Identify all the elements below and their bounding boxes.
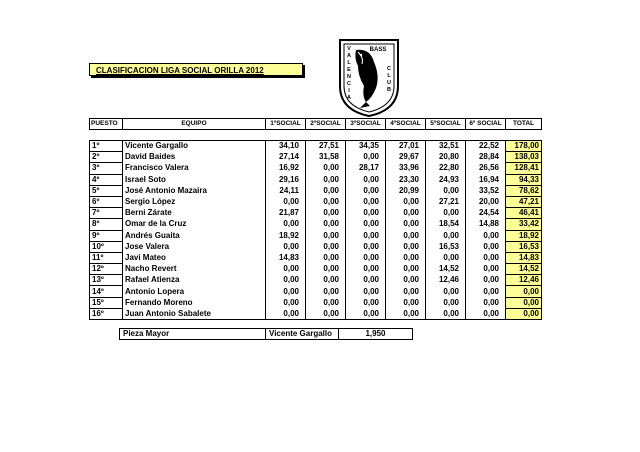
cell-social-6: 0,00 <box>466 286 506 297</box>
cell-social-3: 0,00 <box>346 219 386 230</box>
pieza-mayor-label: Pieza Mayor <box>120 329 266 340</box>
table-row <box>90 163 542 174</box>
cell-total: 78,62 <box>506 185 542 196</box>
cell-social-6: 24,54 <box>466 208 506 219</box>
table-row <box>90 185 542 196</box>
cell-equipo: Jose Valera <box>123 241 266 252</box>
cell-social-2: 0,00 <box>306 308 346 319</box>
cell-equipo: Javi Mateo <box>123 252 266 263</box>
cell-puesto: 7º <box>90 208 123 219</box>
cell-social-3: 0,00 <box>346 286 386 297</box>
cell-social-2: 0,00 <box>306 163 346 174</box>
cell-total: 0,00 <box>506 286 542 297</box>
cell-total: 16,53 <box>506 241 542 252</box>
cell-equipo: Omar de la Cruz <box>123 219 266 230</box>
cell-social-2: 0,00 <box>306 208 346 219</box>
cell-social-1: 14,83 <box>266 252 306 263</box>
cell-total: 0,00 <box>506 297 542 308</box>
cell-social-5: 0,00 <box>426 185 466 196</box>
cell-social-5: 16,53 <box>426 241 466 252</box>
cell-puesto: 3º <box>90 163 123 174</box>
cell-total: 138,03 <box>506 152 542 163</box>
cell-social-4: 0,00 <box>386 196 426 207</box>
cell-total: 47,21 <box>506 196 542 207</box>
cell-equipo: José Antonio Mazaira <box>123 185 266 196</box>
cell-equipo: Fernando Moreno <box>123 297 266 308</box>
header-social-3: 3ºSOCIAL <box>346 119 386 130</box>
logo-letter: C <box>347 81 351 87</box>
cell-equipo: Berni Zárate <box>123 208 266 219</box>
cell-social-5: 0,00 <box>426 297 466 308</box>
table-row <box>90 297 542 308</box>
logo-top-text: BASS <box>369 47 387 53</box>
cell-social-6: 0,00 <box>466 264 506 275</box>
page-title: CLASIFICACION LIGA SOCIAL ORILLA 2012 <box>89 63 303 76</box>
cell-equipo: Rafael Atienza <box>123 275 266 286</box>
cell-social-3: 0,00 <box>346 297 386 308</box>
cell-equipo: Vicente Gargallo <box>123 141 266 152</box>
cell-social-6: 0,00 <box>466 275 506 286</box>
cell-puesto: 15º <box>90 297 123 308</box>
cell-equipo: Andrés Guaita <box>123 230 266 241</box>
cell-puesto: 13º <box>90 275 123 286</box>
header-puesto: PUESTO <box>90 119 123 130</box>
cell-equipo: Juan Antonio Sabalete <box>123 308 266 319</box>
cell-social-1: 34,10 <box>266 141 306 152</box>
cell-social-5: 24,93 <box>426 174 466 185</box>
table-row <box>90 241 542 252</box>
cell-social-2: 0,00 <box>306 219 346 230</box>
cell-social-6: 0,00 <box>466 297 506 308</box>
cell-equipo: Israel Soto <box>123 174 266 185</box>
cell-social-6: 28,84 <box>466 152 506 163</box>
table-row <box>90 219 542 230</box>
table-row <box>90 264 542 275</box>
cell-social-3: 0,00 <box>346 241 386 252</box>
cell-social-4: 0,00 <box>386 208 426 219</box>
cell-puesto: 10º <box>90 241 123 252</box>
table-row <box>90 230 542 241</box>
cell-social-4: 0,00 <box>386 230 426 241</box>
cell-total: 46,41 <box>506 208 542 219</box>
cell-social-2: 0,00 <box>306 185 346 196</box>
cell-social-3: 0,00 <box>346 308 386 319</box>
logo-letter: E <box>347 67 351 73</box>
cell-social-1: 0,00 <box>266 264 306 275</box>
cell-social-1: 0,00 <box>266 286 306 297</box>
cell-puesto: 4º <box>90 174 123 185</box>
cell-social-5: 0,00 <box>426 286 466 297</box>
cell-equipo: Sergio López <box>123 196 266 207</box>
logo-letter: N <box>347 74 351 80</box>
cell-social-3: 28,17 <box>346 163 386 174</box>
cell-social-2: 0,00 <box>306 196 346 207</box>
cell-social-3: 0,00 <box>346 152 386 163</box>
cell-puesto: 11º <box>90 252 123 263</box>
cell-social-3: 0,00 <box>346 174 386 185</box>
cell-social-5: 0,00 <box>426 230 466 241</box>
cell-equipo: Francisco Valera <box>123 163 266 174</box>
cell-social-2: 0,00 <box>306 230 346 241</box>
cell-social-2: 31,58 <box>306 152 346 163</box>
header-equipo: EQUIPO <box>123 119 266 130</box>
cell-social-6: 26,56 <box>466 163 506 174</box>
logo-letter: V <box>347 46 351 52</box>
cell-social-1: 29,16 <box>266 174 306 185</box>
table-row <box>90 252 542 263</box>
cell-social-5: 18,54 <box>426 219 466 230</box>
logo-letter: B <box>387 87 391 93</box>
cell-social-5: 0,00 <box>426 252 466 263</box>
cell-social-1: 21,87 <box>266 208 306 219</box>
cell-social-2: 0,00 <box>306 264 346 275</box>
cell-total: 18,92 <box>506 230 542 241</box>
cell-puesto: 9º <box>90 230 123 241</box>
cell-social-3: 0,00 <box>346 208 386 219</box>
cell-social-5: 22,80 <box>426 163 466 174</box>
cell-total: 14,52 <box>506 264 542 275</box>
header-social-6: 6º SOCIAL <box>466 119 506 130</box>
cell-social-1: 0,00 <box>266 241 306 252</box>
table-row <box>90 208 542 219</box>
cell-social-5: 0,00 <box>426 308 466 319</box>
cell-social-5: 27,21 <box>426 196 466 207</box>
cell-social-4: 0,00 <box>386 275 426 286</box>
cell-social-1: 0,00 <box>266 219 306 230</box>
cell-puesto: 14º <box>90 286 123 297</box>
cell-puesto: 8º <box>90 219 123 230</box>
cell-social-6: 20,00 <box>466 196 506 207</box>
cell-social-1: 27,14 <box>266 152 306 163</box>
cell-social-2: 27,51 <box>306 141 346 152</box>
cell-social-1: 18,92 <box>266 230 306 241</box>
cell-puesto: 16º <box>90 308 123 319</box>
logo-letter: I <box>348 88 350 94</box>
cell-total: 33,42 <box>506 219 542 230</box>
cell-equipo: Antonio Lopera <box>123 286 266 297</box>
cell-social-2: 0,00 <box>306 286 346 297</box>
cell-social-6: 14,88 <box>466 219 506 230</box>
cell-social-4: 0,00 <box>386 219 426 230</box>
cell-puesto: 1º <box>90 141 123 152</box>
cell-social-4: 29,67 <box>386 152 426 163</box>
cell-equipo: David Baides <box>123 152 266 163</box>
cell-social-5: 0,00 <box>426 208 466 219</box>
cell-puesto: 12º <box>90 264 123 275</box>
logo-letter: C <box>387 66 391 72</box>
cell-social-2: 0,00 <box>306 241 346 252</box>
header-social-4: 4ºSOCIAL <box>386 119 426 130</box>
logo-letter: A <box>347 95 351 101</box>
header-total: TOTAL <box>506 119 542 130</box>
cell-social-5: 14,52 <box>426 264 466 275</box>
table-row <box>90 174 542 185</box>
cell-social-6: 0,00 <box>466 308 506 319</box>
cell-social-6: 0,00 <box>466 230 506 241</box>
cell-social-1: 0,00 <box>266 275 306 286</box>
table-row <box>90 141 542 152</box>
cell-puesto: 2º <box>90 152 123 163</box>
cell-puesto: 6º <box>90 196 123 207</box>
cell-social-2: 0,00 <box>306 297 346 308</box>
cell-social-6: 0,00 <box>466 252 506 263</box>
cell-social-4: 23,30 <box>386 174 426 185</box>
cell-social-3: 0,00 <box>346 252 386 263</box>
logo-letter: U <box>387 80 391 86</box>
cell-social-4: 0,00 <box>386 286 426 297</box>
cell-social-5: 32,51 <box>426 141 466 152</box>
cell-social-4: 20,99 <box>386 185 426 196</box>
table-row <box>90 286 542 297</box>
cell-total: 14,83 <box>506 252 542 263</box>
cell-total: 0,00 <box>506 308 542 319</box>
cell-social-1: 0,00 <box>266 297 306 308</box>
cell-social-4: 33,96 <box>386 163 426 174</box>
cell-total: 128,41 <box>506 163 542 174</box>
cell-social-5: 12,46 <box>426 275 466 286</box>
cell-social-6: 0,00 <box>466 241 506 252</box>
cell-social-3: 0,00 <box>346 185 386 196</box>
cell-social-3: 0,00 <box>346 230 386 241</box>
cell-social-3: 0,00 <box>346 275 386 286</box>
cell-social-2: 0,00 <box>306 275 346 286</box>
cell-social-5: 20,80 <box>426 152 466 163</box>
cell-social-3: 34,35 <box>346 141 386 152</box>
table-row <box>90 152 542 163</box>
logo-letter: L <box>347 60 351 66</box>
table-row <box>90 196 542 207</box>
cell-social-4: 0,00 <box>386 264 426 275</box>
cell-equipo: Nacho Revert <box>123 264 266 275</box>
logo-letter: A <box>347 53 351 59</box>
pieza-mayor-weight: 1,950 <box>339 329 413 340</box>
cell-social-1: 0,00 <box>266 308 306 319</box>
cell-total: 12,46 <box>506 275 542 286</box>
ranking-table <box>89 140 542 320</box>
cell-social-2: 0,00 <box>306 174 346 185</box>
cell-social-1: 16,92 <box>266 163 306 174</box>
cell-social-3: 0,00 <box>346 264 386 275</box>
cell-social-3: 0,00 <box>346 196 386 207</box>
cell-social-4: 0,00 <box>386 241 426 252</box>
header-social-1: 1ºSOCIAL <box>266 119 306 130</box>
header-social-5: 5ºSOCIAL <box>426 119 466 130</box>
cell-social-4: 0,00 <box>386 308 426 319</box>
cell-social-6: 22,52 <box>466 141 506 152</box>
cell-social-4: 0,00 <box>386 252 426 263</box>
cell-social-6: 33,52 <box>466 185 506 196</box>
table-row <box>90 275 542 286</box>
header-row <box>89 118 542 130</box>
pieza-mayor-name: Vicente Gargallo <box>266 329 339 340</box>
logo-letter: L <box>387 73 391 79</box>
cell-total: 178,00 <box>506 141 542 152</box>
cell-puesto: 5º <box>90 185 123 196</box>
pieza-mayor-box <box>119 328 413 340</box>
cell-social-1: 24,11 <box>266 185 306 196</box>
cell-social-4: 0,00 <box>386 297 426 308</box>
cell-social-6: 16,94 <box>466 174 506 185</box>
cell-social-2: 0,00 <box>306 252 346 263</box>
header-social-2: 2ºSOCIAL <box>306 119 346 130</box>
bass-club-logo <box>336 36 402 118</box>
cell-social-1: 0,00 <box>266 196 306 207</box>
table-row <box>90 308 542 319</box>
cell-social-4: 27,01 <box>386 141 426 152</box>
cell-total: 94,33 <box>506 174 542 185</box>
